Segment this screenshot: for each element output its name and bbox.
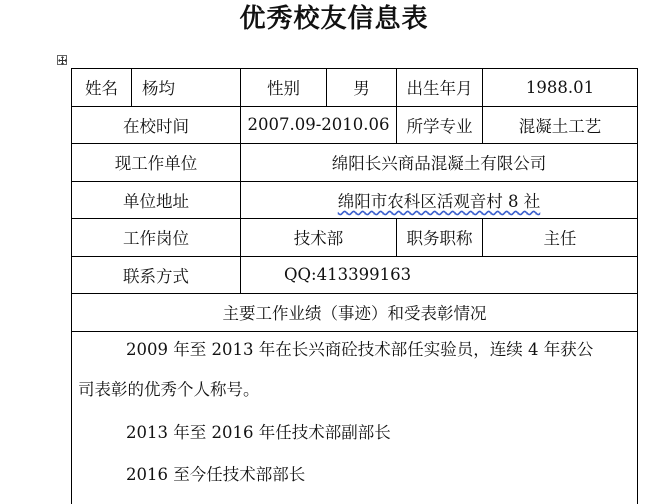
gender-value[interactable]: 男 xyxy=(326,69,396,106)
major-value[interactable]: 混凝土工艺 xyxy=(482,107,638,144)
gender-label: 性别 xyxy=(240,69,326,106)
birth-label: 出生年月 xyxy=(396,69,482,106)
address-text: 绵阳市农科区活观音村 8 社 xyxy=(337,191,541,211)
achievement-paragraph-1-line-1 xyxy=(126,336,593,360)
achievements-cell[interactable] xyxy=(71,324,638,504)
contact-value[interactable]: QQ:413399163 xyxy=(240,257,638,294)
job-title-value[interactable]: 主任 xyxy=(482,219,638,256)
position-value[interactable]: 技术部 xyxy=(240,219,396,256)
job-title-label: 职务职称 xyxy=(396,219,482,256)
table-row xyxy=(71,181,638,219)
position-label: 工作岗位 xyxy=(71,219,240,256)
achievement-paragraph-1-line-2: 司表彰的优秀个人称号。 xyxy=(78,380,260,399)
name-label: 姓名 xyxy=(71,69,131,106)
table-row xyxy=(71,143,638,181)
alumni-info-table xyxy=(71,68,638,332)
table-row xyxy=(71,256,638,294)
achievement-paragraph-2: 2013 年至 2016 年任技术部副部长 xyxy=(126,423,391,442)
employer-value[interactable]: 绵阳长兴商品混凝土有限公司 xyxy=(240,144,638,181)
school-time-value[interactable]: 2007.09-2010.06 xyxy=(240,107,396,144)
table-row xyxy=(71,68,638,106)
table-move-handle-icon[interactable] xyxy=(57,55,67,65)
achievement-paragraph-3: 2016 至今任技术部部长 xyxy=(126,465,306,484)
section-heading: 主要工作业绩（事迹）和受表彰情况 xyxy=(71,294,638,331)
employer-label: 现工作单位 xyxy=(71,144,240,181)
school-time-label: 在校时间 xyxy=(71,107,240,144)
table-row xyxy=(71,218,638,256)
address-value[interactable] xyxy=(240,182,638,219)
table-row xyxy=(71,106,638,144)
name-value[interactable]: 杨均 xyxy=(131,69,240,106)
contact-label: 联系方式 xyxy=(71,257,240,294)
major-label: 所学专业 xyxy=(396,107,482,144)
document-title: 优秀校友信息表 xyxy=(239,4,429,34)
address-label: 单位地址 xyxy=(71,182,240,219)
achievement-text-1: 2009 年至 2013 年在长兴商砼技术部任实验员，连续 4 年获公 xyxy=(126,340,594,359)
birth-value[interactable]: 1988.01 xyxy=(482,69,638,106)
